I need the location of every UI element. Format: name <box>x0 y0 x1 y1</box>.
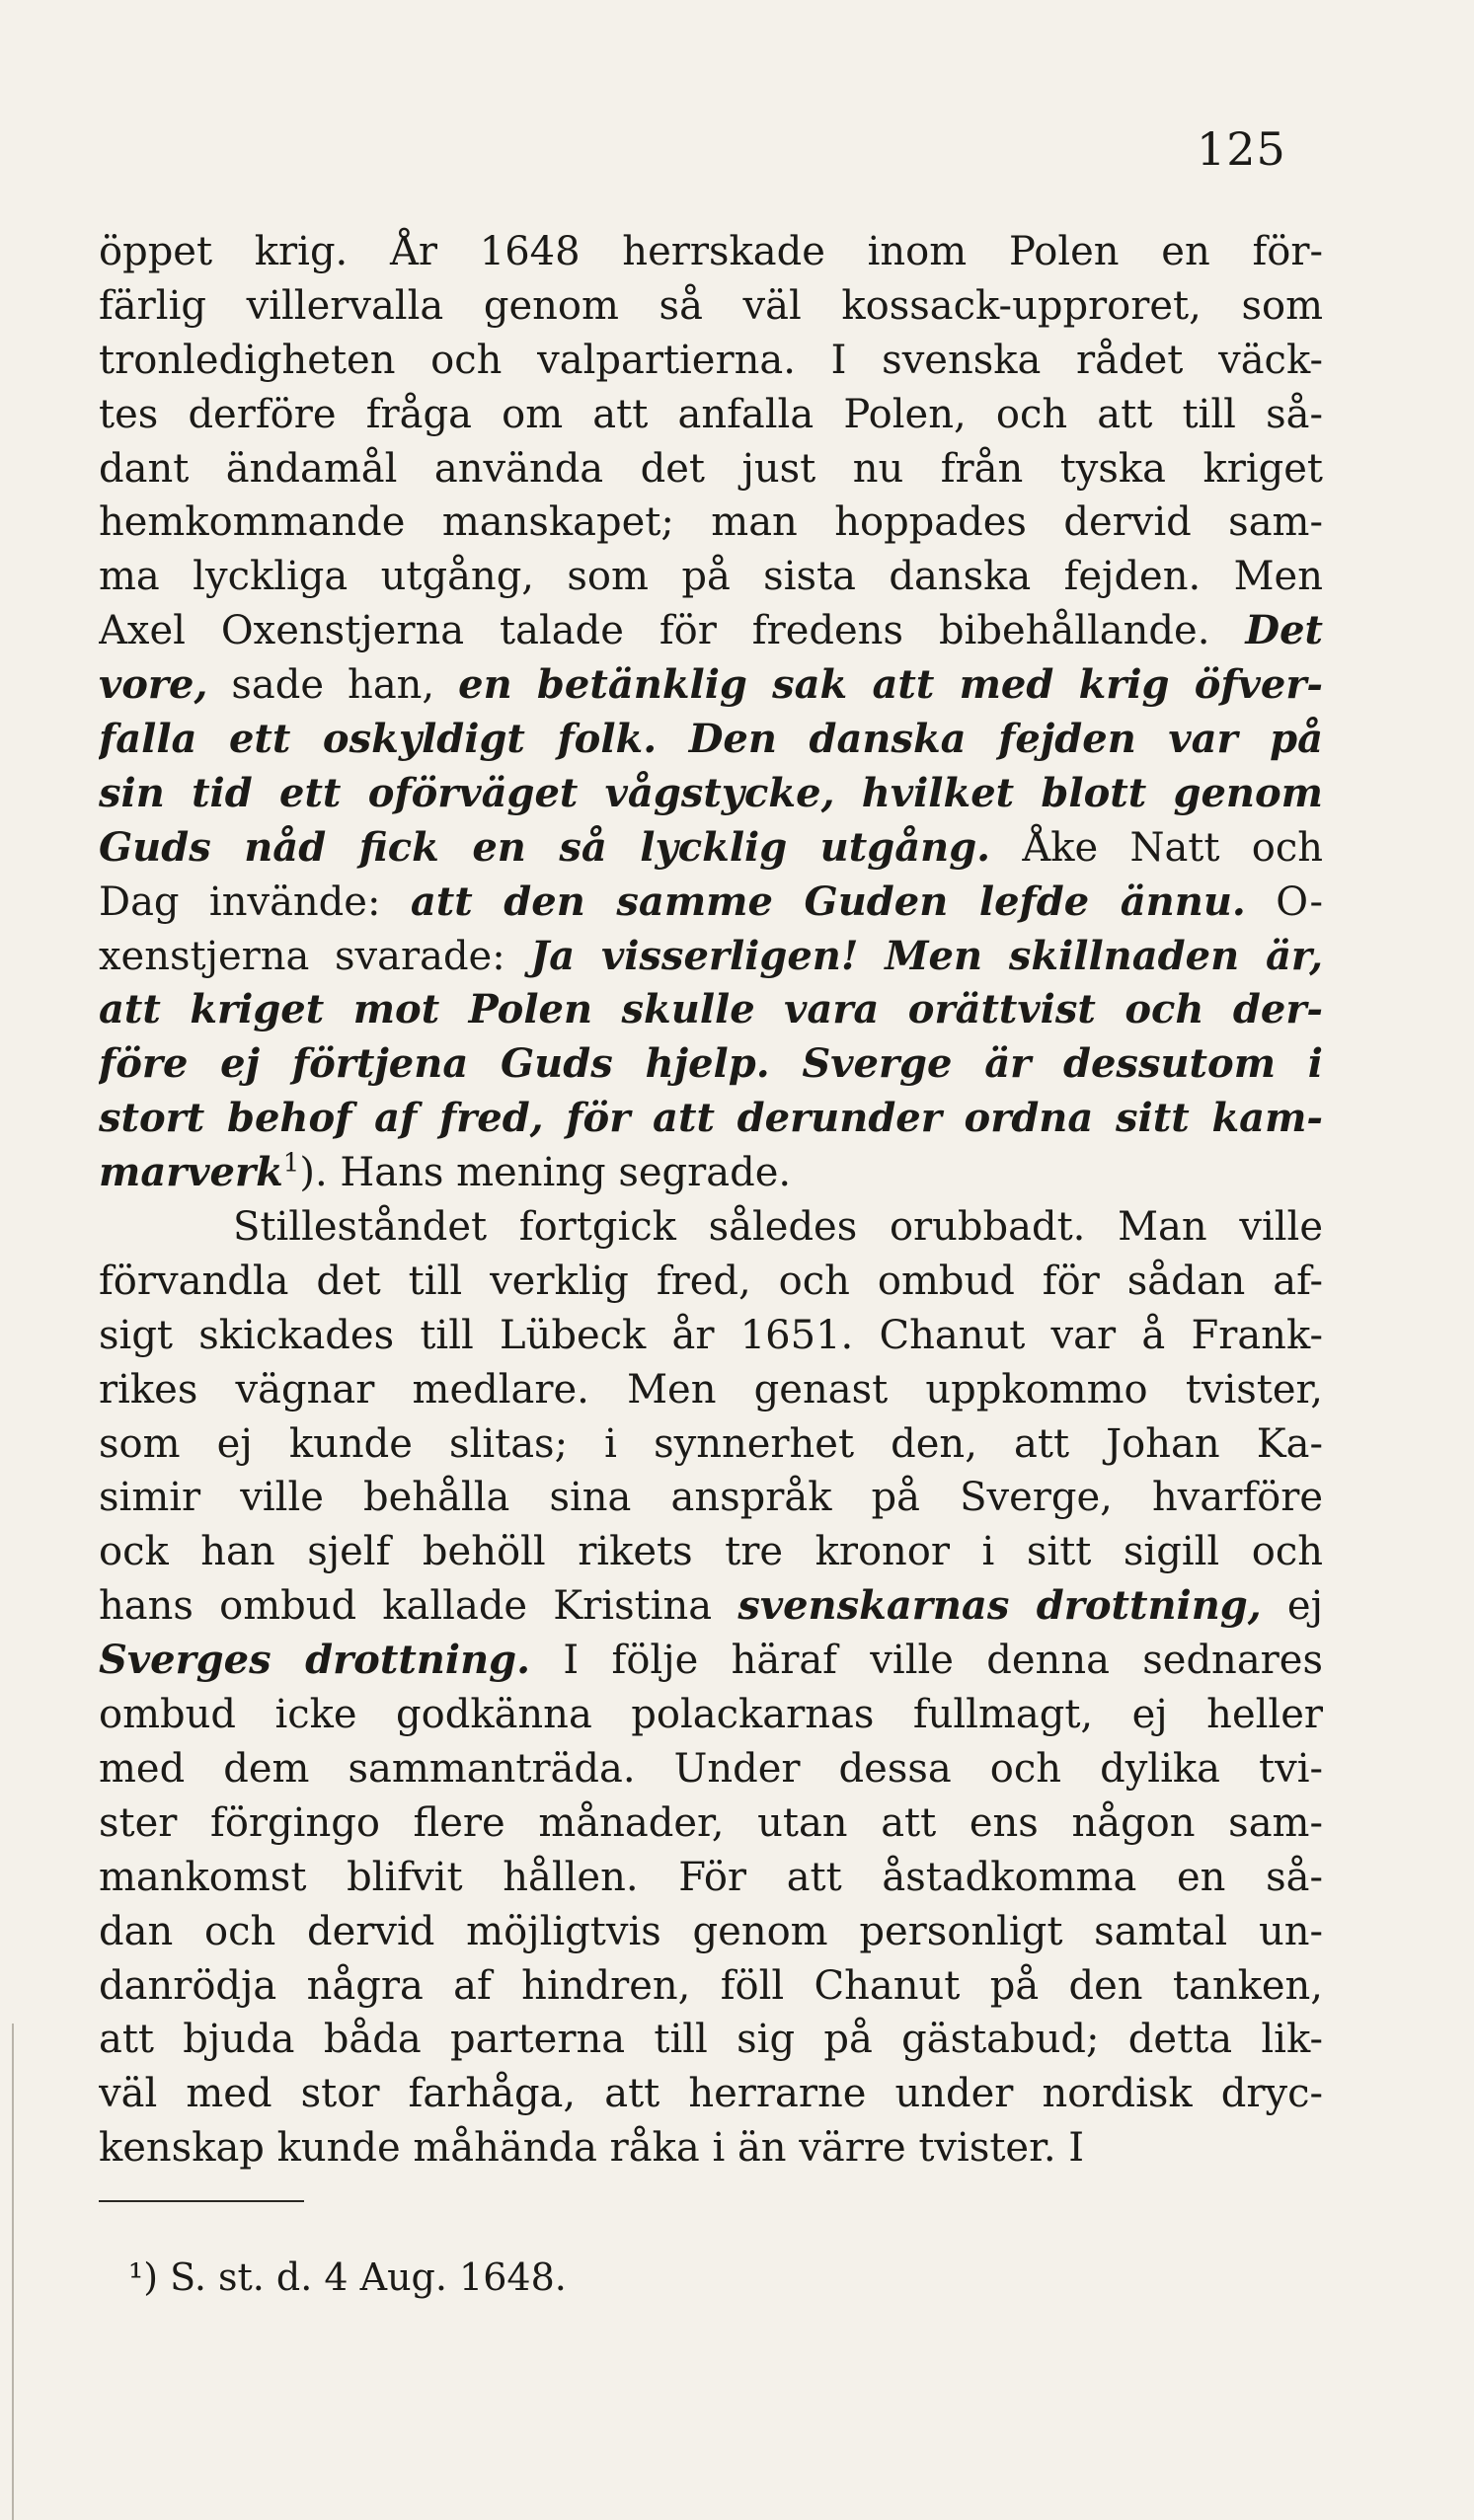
text-line <box>99 658 1323 713</box>
emphasis-text: att den samme Guden lefde ännu. <box>410 878 1246 925</box>
emphasis-text: marverk <box>99 1149 283 1196</box>
text-segment: öppet krig. År 1648 herrskade inom Polen en för- <box>99 229 1323 274</box>
text-segment: ombud icke godkänna polackarnas fullmagt, ej heller <box>99 1692 1323 1738</box>
text-segment: ock han sjelf behöll rikets tre kronor i sitt sigill och <box>99 1529 1323 1575</box>
text-line <box>99 604 1323 658</box>
text-segment: som ej kunde slitas; i synnerhet den, att Johan Ka- <box>99 1420 1323 1467</box>
text-segment: tronledigheten och valpartierna. I svenska rådet väck- <box>99 337 1323 383</box>
text-line <box>99 1688 1323 1742</box>
text-line <box>99 1525 1323 1579</box>
page-edge-line <box>12 2024 14 2520</box>
text-segment: danrödja några af hindren, föll Chanut på den tanken, <box>99 1962 1323 2009</box>
text-segment: tes derföre fråga om att anfalla Polen, och att till så- <box>99 391 1323 437</box>
text-line <box>99 334 1323 388</box>
text-segment: sigt skickades till Lübeck år 1651. Chanut var å Frank- <box>99 1312 1323 1358</box>
text-line <box>99 1309 1323 1363</box>
footnote-ref: 1 <box>282 1148 300 1179</box>
emphasis-text: en betänklig sak att med krig öfver- <box>458 661 1323 709</box>
text-line <box>99 983 1323 1037</box>
text-line <box>99 1255 1323 1309</box>
text-line <box>99 821 1323 876</box>
text-segment: sade han, <box>207 662 459 709</box>
text-segment: Åke Natt och <box>990 824 1323 871</box>
text-line <box>99 2121 1323 2176</box>
text-line <box>99 225 1323 279</box>
text-segment: simir ville behålla sina anspråk på Sverge, hvarföre <box>99 1475 1323 1521</box>
text-segment: dant ändamål använda det just nu från tyska kriget <box>99 445 1323 492</box>
text-line <box>99 1579 1323 1634</box>
text-segment: att bjuda båda parterna till sig på gästabud; detta lik- <box>99 2017 1323 2063</box>
text-segment: väl med stor farhåga, att herrarne under nordisk dryc- <box>99 2071 1323 2117</box>
text-segment: I följe häraf ville denna sednares <box>530 1638 1323 1684</box>
text-segment: dan och dervid möjligtvis genom personligt samtal un- <box>99 1908 1323 1954</box>
text-segment: rikes vägnar medlare. Men genast uppkommo tvister, <box>99 1366 1323 1413</box>
emphasis-text: Guds nåd fick en så lycklig utgång. <box>99 823 991 871</box>
text-segment: ster förgingo flere månader, utan att ens någon sam- <box>99 1799 1323 1846</box>
text-line <box>99 1037 1323 1092</box>
text-line <box>99 1851 1323 1905</box>
text-line <box>99 279 1323 334</box>
emphasis-text: stort behof af fred, för att derunder ordna sitt kam- <box>99 1095 1323 1142</box>
text-line <box>99 1200 1323 1255</box>
body-text <box>99 225 1323 2176</box>
footnote: ¹) S. st. d. 4 Aug. 1648. <box>128 2255 567 2299</box>
footnote-divider <box>99 2200 304 2202</box>
text-line <box>99 388 1323 442</box>
emphasis-text: före ej förtjena Guds hjelp. Sverge är dessutom i <box>99 1040 1323 1088</box>
text-segment: förvandla det till verklig fred, och ombud för sådan af- <box>99 1258 1323 1304</box>
text-segment: mankomst blifvit hållen. För att åstadkomma en så- <box>99 1854 1323 1900</box>
emphasis-text: svenskarnas drottning, <box>737 1582 1262 1630</box>
emphasis-text: Det <box>1245 607 1323 654</box>
emphasis-text: sin tid ett oförväget vågstycke, hvilket blott genom <box>99 769 1323 816</box>
text-segment: Stilleståndet fortgick således orubbadt. Man ville <box>233 1204 1323 1251</box>
text-segment: med dem sammanträda. Under dessa och dylika tvi- <box>99 1745 1323 1792</box>
text-line <box>99 876 1323 930</box>
emphasis-text: Ja visserligen! Men skillnaden är, <box>530 932 1323 979</box>
emphasis-text: Sverges drottning. <box>99 1637 531 1684</box>
text-line <box>99 1796 1323 1851</box>
text-line <box>99 1471 1323 1525</box>
text-segment: färlig villervalla genom så väl kossack-upproret, som <box>99 282 1323 329</box>
text-line <box>99 496 1323 550</box>
text-line <box>99 1363 1323 1417</box>
text-line <box>99 550 1323 604</box>
text-segment: xenstjerna svarade: <box>99 933 531 979</box>
emphasis-text: vore, <box>99 661 208 709</box>
text-line <box>99 1905 1323 1959</box>
text-segment: ej <box>1261 1583 1323 1630</box>
text-segment: ). Hans mening segrade. <box>299 1150 792 1196</box>
text-line <box>99 2013 1323 2067</box>
text-segment: ma lyckliga utgång, som på sista danska fejden. Men <box>99 554 1323 600</box>
text-segment: kenskap kunde måhända råka i än värre tvister. I <box>99 2125 1085 2172</box>
text-segment: O- <box>1245 878 1323 925</box>
text-segment: hans ombud kallade Kristina <box>99 1583 738 1630</box>
text-line <box>99 713 1323 767</box>
page-number: 125 <box>1197 122 1286 176</box>
text-line <box>99 1146 1323 1200</box>
emphasis-text: falla ett oskyldigt folk. Den danska fejden var på <box>99 716 1323 763</box>
text-line <box>99 2067 1323 2121</box>
text-line <box>99 442 1323 496</box>
text-line <box>99 1634 1323 1688</box>
text-line <box>99 1417 1323 1472</box>
text-segment: Dag invände: <box>99 878 411 925</box>
emphasis-text: att kriget mot Polen skulle vara orättvist och der- <box>99 986 1323 1033</box>
text-line <box>99 1742 1323 1796</box>
text-segment: Axel Oxenstjerna talade för fredens bibehållande. <box>99 608 1246 654</box>
text-line <box>99 767 1323 821</box>
text-line <box>99 1959 1323 2014</box>
text-segment: hemkommande manskapet; man hoppades dervid sam- <box>99 499 1323 546</box>
text-line <box>99 1092 1323 1146</box>
text-line <box>99 930 1323 984</box>
